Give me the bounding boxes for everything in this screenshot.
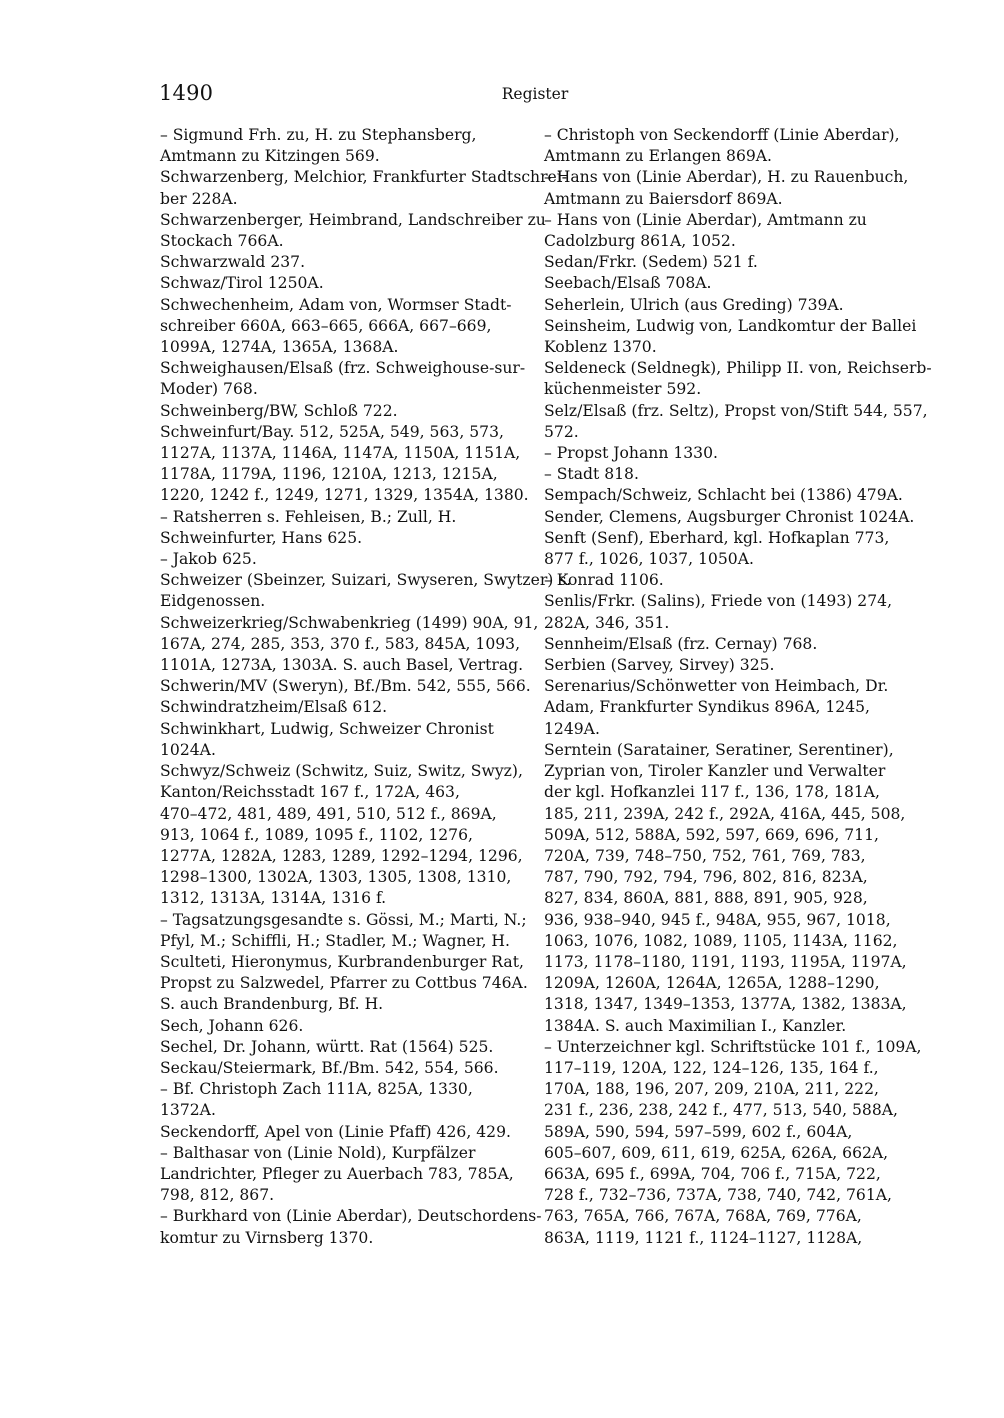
- index-entry: [160, 273, 528, 294]
- index-entry-line: 167A, 274, 285, 353, 370 f., 583, 845A, 1093,: [160, 634, 521, 653]
- index-entry-line: der kgl. Hofkanzlei 117 f., 136, 178, 181A,: [544, 783, 881, 802]
- index-entry-line: Schweinfurter, Hans 625.: [160, 528, 363, 547]
- index-entry-line: 1220, 1242 f., 1249, 1271, 1329, 1354A, 1380.: [160, 486, 529, 505]
- index-entry-line: Eidgenossen.: [160, 592, 266, 611]
- index-entry-line: 663A, 695 f., 699A, 704, 706 f., 715A, 722,: [544, 1164, 881, 1183]
- index-entry-line: – Christoph von Seckendorff (Linie Aberdar),: [544, 126, 900, 144]
- index-entry: [160, 1058, 528, 1079]
- index-entry-line: Sennheim/Elsaß (frz. Cernay) 768.: [544, 634, 818, 653]
- index-entry: [160, 1122, 528, 1143]
- index-entry-line: Amtmann zu Kitzingen 569.: [160, 147, 380, 166]
- index-column-right: [544, 125, 932, 1249]
- index-entry-line: schreiber 660A, 663–665, 666A, 667–669,: [160, 316, 492, 335]
- index-entry-line: Serbien (Sarvey, Sirvey) 325.: [544, 656, 775, 675]
- index-entry-line: – Konrad 1106.: [544, 571, 664, 590]
- index-entry-line: 720A, 739, 748–750, 752, 761, 769, 783,: [544, 846, 866, 865]
- index-entry-line: – Balthasar von (Linie Nold), Kurpfälzer: [160, 1143, 476, 1162]
- index-entry-line: 1127A, 1137A, 1146A, 1147A, 1150A, 1151A,: [160, 444, 521, 463]
- index-entry-line: 1101A, 1273A, 1303A. S. auch Basel, Vertrag.: [160, 656, 524, 675]
- index-entry-line: 763, 765A, 766, 767A, 768A, 769, 776A,: [544, 1207, 862, 1226]
- index-entry-line: – Tagsatzungsgesandte s. Gössi, M.; Marti, N.;: [160, 910, 527, 929]
- index-entry-line: 470–472, 481, 489, 491, 510, 512 f., 869A,: [160, 804, 497, 823]
- index-entry-line: Seckendorff, Apel von (Linie Pfaff) 426, 429.: [160, 1122, 511, 1141]
- index-entry-line: 787, 790, 792, 794, 796, 802, 816, 823A,: [544, 868, 868, 887]
- index-entry-line: küchenmeister 592.: [544, 380, 702, 399]
- index-entry-line: 863A, 1119, 1121 f., 1124–1127, 1128A,: [544, 1228, 863, 1247]
- index-entry: [544, 570, 916, 591]
- index-entry: [544, 316, 916, 358]
- index-entry-line: 170A, 188, 196, 207, 209, 210A, 211, 222,: [544, 1080, 879, 1099]
- index-entry: [160, 528, 528, 549]
- index-entry: [544, 401, 928, 443]
- index-entry: [544, 740, 916, 1037]
- index-entry-line: 1318, 1347, 1349–1353, 1377A, 1382, 1383A,: [544, 995, 907, 1014]
- index-entry-line: 936, 938–940, 945 f., 948A, 955, 967, 1018,: [544, 910, 891, 929]
- index-entry-line: 572.: [544, 422, 579, 441]
- index-entry-line: Pfyl, M.; Schiffli, H.; Stadler, M.; Wagner, H.: [160, 931, 510, 950]
- index-entry-line: Senlis/Frkr. (Salins), Friede von (1493) 274,: [544, 592, 893, 611]
- index-entry: [160, 422, 528, 507]
- index-entry: [544, 443, 916, 464]
- index-entry: [160, 1016, 528, 1037]
- index-entry-line: – Bf. Christoph Zach 111A, 825A, 1330,: [160, 1080, 473, 1099]
- index-entry-line: Moder) 768.: [160, 380, 258, 399]
- index-entry-line: Schwechenheim, Adam von, Wormser Stadt-: [160, 295, 512, 314]
- index-entry-line: – Burkhard von (Linie Aberdar), Deutschordens-: [160, 1207, 542, 1226]
- index-entry-line: Schweighausen/Elsaß (frz. Schweighouse-sur-: [160, 359, 526, 378]
- index-entry-line: 913, 1064 f., 1089, 1095 f., 1102, 1276,: [160, 825, 473, 844]
- index-entry: [160, 210, 546, 252]
- index-entry: [544, 528, 916, 570]
- index-entry: [160, 952, 528, 1016]
- index-entry-line: Sedan/Frkr. (Sedem) 521 f.: [544, 253, 758, 272]
- index-entry: [544, 485, 916, 506]
- index-entry-line: – Unterzeichner kgl. Schriftstücke 101 f., 109A,: [544, 1037, 922, 1056]
- index-entry: [544, 273, 916, 294]
- index-entry-line: – Ratsherren s. Fehleisen, B.; Zull, H.: [160, 507, 457, 526]
- index-entry: [160, 167, 568, 209]
- index-entry: [544, 507, 916, 528]
- index-entry-line: Kanton/Reichsstadt 167 f., 172A, 463,: [160, 783, 460, 802]
- index-entry-line: Koblenz 1370.: [544, 338, 657, 357]
- index-entry-line: – Sigmund Frh. zu, H. zu Stephansberg,: [160, 126, 477, 144]
- index-entry: [160, 401, 528, 422]
- index-entry-line: 728 f., 732–736, 737A, 738, 740, 742, 761A,: [544, 1186, 892, 1205]
- index-entry-line: Schwyz/Schweiz (Schwitz, Suiz, Switz, Swyz),: [160, 762, 523, 781]
- page-number: 1490: [159, 81, 214, 105]
- index-entry: [160, 125, 528, 167]
- index-entry: [160, 676, 531, 697]
- index-entry-line: 1024A.: [160, 740, 216, 759]
- index-entry-line: 117–119, 120A, 122, 124–126, 135, 164 f.,: [544, 1058, 879, 1077]
- index-entry: [160, 910, 528, 952]
- index-entry: [160, 358, 528, 400]
- running-title: Register: [501, 85, 569, 103]
- index-entry: [160, 1206, 542, 1248]
- index-entry-line: 1277A, 1282A, 1283, 1289, 1292–1294, 1296,: [160, 846, 523, 865]
- index-entry-line: 1173, 1178–1180, 1191, 1193, 1195A, 1197A,: [544, 952, 907, 971]
- index-entry: [160, 295, 528, 359]
- index-entry: [544, 210, 916, 252]
- index-entry: [160, 1037, 528, 1058]
- index-entry: [544, 676, 916, 740]
- index-entry-line: 282A, 346, 351.: [544, 613, 670, 632]
- index-entry: [160, 613, 539, 677]
- index-entry: [160, 549, 528, 570]
- index-entry-line: Sechel, Dr. Johann, württ. Rat (1564) 525.: [160, 1037, 494, 1056]
- index-entry-line: Seldeneck (Seldnegk), Philipp II. von, Reichserb-: [544, 359, 932, 378]
- index-entry-line: 1372A.: [160, 1101, 216, 1120]
- index-entry-line: Schwaz/Tirol 1250A.: [160, 274, 324, 293]
- index-entry-line: Schwinkhart, Ludwig, Schweizer Chronist: [160, 719, 494, 738]
- index-entry-line: Sender, Clemens, Augsburger Chronist 1024A.: [544, 507, 915, 526]
- index-entry-line: Stockach 766A.: [160, 232, 284, 251]
- index-entry: [160, 761, 528, 909]
- index-entry-line: Schwarzwald 237.: [160, 253, 306, 272]
- index-entry-line: S. auch Brandenburg, Bf. H.: [160, 995, 384, 1014]
- index-entry-line: Seebach/Elsaß 708A.: [544, 274, 712, 293]
- index-entry: [544, 295, 916, 316]
- index-entry-line: 1209A, 1260A, 1264A, 1265A, 1288–1290,: [544, 974, 880, 993]
- index-entry: [544, 252, 916, 273]
- index-entry-line: Sculteti, Hieronymus, Kurbrandenburger Rat,: [160, 952, 524, 971]
- index-entry-line: Sech, Johann 626.: [160, 1016, 304, 1035]
- index-entry: [544, 464, 916, 485]
- index-entry: [544, 125, 916, 167]
- index-entry-line: 1063, 1076, 1082, 1089, 1105, 1143A, 1162,: [544, 931, 898, 950]
- index-entry-line: – Jakob 625.: [160, 550, 257, 569]
- index-entry-line: 185, 211, 239A, 242 f., 292A, 416A, 445, 508,: [544, 804, 906, 823]
- index-entry-line: Amtmann zu Baiersdorf 869A.: [544, 189, 783, 208]
- index-entry-line: 509A, 512, 588A, 592, 597, 669, 696, 711,: [544, 825, 879, 844]
- index-entry-line: Selz/Elsaß (frz. Seltz), Propst von/Stift 544, 557,: [544, 401, 928, 420]
- index-entry-line: Serenarius/Schönwetter von Heimbach, Dr.: [544, 677, 889, 696]
- index-entry-line: Seinsheim, Ludwig von, Landkomtur der Ballei: [544, 316, 917, 335]
- index-entry-line: 1249A.: [544, 719, 600, 738]
- index-entry-line: Schwarzenberg, Melchior, Frankfurter Stadtschrei-: [160, 168, 568, 187]
- index-entry-line: Seherlein, Ulrich (aus Greding) 739A.: [544, 295, 844, 314]
- index-entry-line: Schweinberg/BW, Schloß 722.: [160, 401, 398, 420]
- index-entry: [160, 252, 528, 273]
- index-entry-line: 827, 834, 860A, 881, 888, 891, 905, 928,: [544, 889, 868, 908]
- index-entry: [544, 167, 916, 209]
- index-entry-line: Seckau/Steiermark, Bf./Bm. 542, 554, 566.: [160, 1058, 499, 1077]
- index-entry: [160, 1079, 528, 1121]
- index-entry-line: 877 f., 1026, 1037, 1050A.: [544, 550, 754, 569]
- index-entry-line: Schweizer (Sbeinzer, Suizari, Swyseren, Swytzer) s.: [160, 571, 572, 590]
- index-entry-line: Schwindratzheim/Elsaß 612.: [160, 698, 388, 717]
- index-entry: [544, 1037, 922, 1249]
- index-entry-line: 605–607, 609, 611, 619, 625A, 626A, 662A,: [544, 1143, 889, 1162]
- index-entry-line: 1384A. S. auch Maximilian I., Kanzler.: [544, 1016, 847, 1035]
- index-entry-line: 231 f., 236, 238, 242 f., 477, 513, 540, 588A,: [544, 1101, 898, 1120]
- index-entry: [544, 634, 916, 655]
- index-entry-line: komtur zu Virnsberg 1370.: [160, 1228, 374, 1247]
- index-entry: [544, 655, 916, 676]
- index-entry-line: – Hans von (Linie Aberdar), Amtmann zu: [544, 210, 867, 229]
- index-entry-line: Amtmann zu Erlangen 869A.: [544, 147, 773, 166]
- index-entry-line: – Stadt 818.: [544, 465, 639, 484]
- index-entry-line: Sempach/Schweiz, Schlacht bei (1386) 479A.: [544, 486, 903, 505]
- index-entry-line: Schweinfurt/Bay. 512, 525A, 549, 563, 573,: [160, 422, 504, 441]
- index-entry: [544, 358, 932, 400]
- index-entry-line: Schwerin/MV (Sweryn), Bf./Bm. 542, 555, 566.: [160, 677, 531, 696]
- index-entry-line: – Hans von (Linie Aberdar), H. zu Rauenbuch,: [544, 168, 909, 187]
- index-entry-line: – Propst Johann 1330.: [544, 444, 718, 463]
- index-entry: [160, 507, 528, 528]
- index-entry-line: Schweizerkrieg/Schwabenkrieg (1499) 90A, 91,: [160, 613, 539, 632]
- index-entry-line: 1178A, 1179A, 1196, 1210A, 1213, 1215A,: [160, 465, 498, 484]
- index-entry: [160, 570, 572, 612]
- index-entry-line: Adam, Frankfurter Syndikus 896A, 1245,: [544, 698, 871, 717]
- index-entry: [544, 591, 916, 633]
- index-entry: [160, 1143, 528, 1207]
- index-entry-line: 589A, 590, 594, 597–599, 602 f., 604A,: [544, 1122, 853, 1141]
- index-entry-line: Landrichter, Pfleger zu Auerbach 783, 785A,: [160, 1164, 514, 1183]
- index-entry-line: ber 228A.: [160, 189, 238, 208]
- index-entry-line: 1312, 1313A, 1314A, 1316 f.: [160, 889, 387, 908]
- index-entry: [160, 719, 528, 761]
- index-entry-line: Zyprian von, Tiroler Kanzler und Verwalter: [544, 762, 886, 781]
- index-entry-line: Propst zu Salzwedel, Pfarrer zu Cottbus 746A.: [160, 974, 528, 993]
- index-entry: [160, 697, 528, 718]
- index-entry-line: 798, 812, 867.: [160, 1186, 275, 1205]
- index-entry-line: Serntein (Saratainer, Seratiner, Serentiner),: [544, 740, 894, 759]
- index-entry-line: 1099A, 1274A, 1365A, 1368A.: [160, 338, 399, 357]
- index-entry-line: Senft (Senf), Eberhard, kgl. Hofkaplan 773,: [544, 528, 890, 547]
- index-entry-line: Schwarzenberger, Heimbrand, Landschreiber zu: [160, 210, 546, 229]
- index-entry-line: Cadolzburg 861A, 1052.: [544, 232, 736, 251]
- index-entry-line: 1298–1300, 1302A, 1303, 1305, 1308, 1310,: [160, 868, 512, 887]
